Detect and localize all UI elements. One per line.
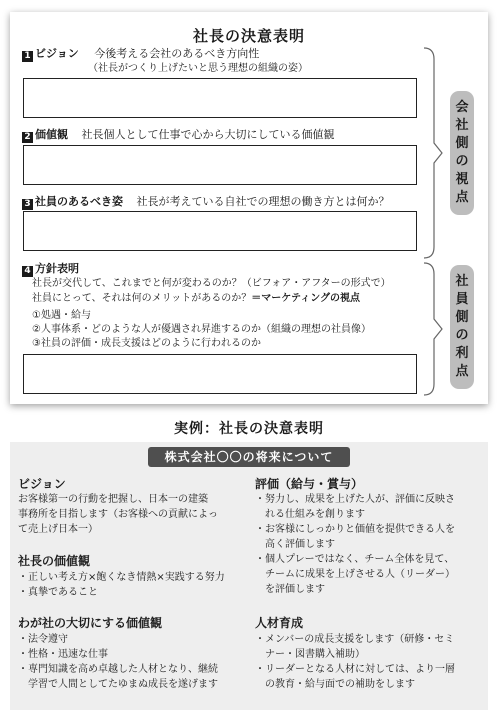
label-char: 社 <box>455 118 469 133</box>
example-heading: ビジョン <box>18 477 66 491</box>
example-heading: 社長の価値観 <box>18 554 91 568</box>
example-text: ・性格・迅速な仕事 <box>18 649 108 660</box>
label-char: 社 <box>455 274 469 289</box>
example-banner: 株式会社〇〇の将来について <box>148 447 350 467</box>
section-number-badge: 1 <box>22 51 33 62</box>
policy-item: ②人事体系・どのような人が優遇され昇進するのか（組織の理想の社員像） <box>32 324 371 335</box>
label-char: 側 <box>455 310 469 325</box>
label-char: 側 <box>455 136 469 151</box>
example-text: を評価します <box>255 584 325 595</box>
section-vision-header <box>22 47 259 62</box>
example-text: お客様第一の行動を把握し、日本一の建築 <box>18 494 208 505</box>
decision-sheet <box>10 12 488 404</box>
section-description: 今後考える会社のあるべき方向性 <box>94 47 260 60</box>
label-char: 点 <box>455 364 469 379</box>
section-policy-header <box>22 262 79 277</box>
section-ideal-employee-header <box>22 195 390 210</box>
employee-bracket <box>422 262 446 396</box>
policy-question-1: 社長が交代して、これまでと何が変わるのか？（ビフォア・アフターの形式で） <box>32 278 391 289</box>
section-subdescription: （社長がつくり上げたいと思う理想の組織の姿） <box>88 63 308 74</box>
marketing-viewpoint: ＝マーケティングの視点 <box>251 293 361 304</box>
section-description: 社長個人として仕事で心から大切にしている価値観 <box>81 128 335 141</box>
section-values-header <box>22 128 335 143</box>
section-label: ビジョン <box>35 47 79 60</box>
example-text: ・真摯であること <box>18 587 98 598</box>
policy-item: ①処遇・給与 <box>32 310 91 321</box>
label-char: 会 <box>455 100 469 115</box>
policy-question-2 <box>32 292 360 306</box>
company-viewpoint-label <box>450 91 474 215</box>
section-label: 方針表明 <box>35 262 79 275</box>
section-number-badge: 3 <box>22 199 33 210</box>
example-text: ナー・図書購入補助） <box>255 649 365 660</box>
section-description: 社長が考えている自社での理想の働き方とは何か？ <box>136 195 390 208</box>
ideal-employee-input-box[interactable] <box>23 211 417 251</box>
example-text: ・リーダーとなる人材に対しては、より一層 <box>255 664 455 675</box>
example-text: の教育・給与面での補助をします <box>255 679 415 690</box>
section-number-badge: 4 <box>22 266 33 277</box>
example-text: ・メンバーの成長支援をします（研修・セミ <box>255 634 455 645</box>
example-heading: わが社の大切にする価値観 <box>18 616 163 630</box>
values-input-box[interactable] <box>23 145 417 185</box>
label-char: の <box>455 328 469 343</box>
example-text: ・努力し、成果を上げた人が、評価に反映さ <box>255 494 455 505</box>
example-text: ・正しい考え方×飽くなき情熱×実践する努力 <box>18 572 225 583</box>
sheet-title: 社長の決意表明 <box>192 27 305 45</box>
label-char: 視 <box>455 172 469 187</box>
label-char: 点 <box>455 190 469 205</box>
label-char: 員 <box>455 292 469 307</box>
example-text: 学習で人間としてたゆまぬ成長を遂げます <box>18 679 218 690</box>
section-label: 社員のあるべき姿 <box>35 195 123 208</box>
company-bracket <box>422 47 446 259</box>
policy-item: ③社員の評価・成長支援はどのように行われるのか <box>32 338 261 349</box>
label-char: 利 <box>455 346 469 361</box>
vision-input-box[interactable] <box>23 78 417 118</box>
example-text: ・専門知識を高め卓越した人材となり、継続 <box>18 664 218 675</box>
policy-question-text: 社員にとって、それは何のメリットがあるのか？ <box>32 293 252 304</box>
section-label: 価値観 <box>35 128 68 141</box>
example-text: 高く評価します <box>255 539 335 550</box>
example-title: 実例：社長の決意表明 <box>174 421 324 437</box>
label-char: の <box>455 154 469 169</box>
example-text: 事務所を目指します（お客様への貢献によっ <box>18 509 218 520</box>
policy-input-box[interactable] <box>23 354 417 394</box>
example-heading: 人材育成 <box>255 616 304 630</box>
example-text: ・個人プレーではなく、チーム全体を見て、 <box>255 554 455 565</box>
section-number-badge: 2 <box>22 132 33 143</box>
example-text: ・お客様にしっかりと価値を提供できる人を <box>255 524 455 535</box>
example-heading: 評価（給与・賞与） <box>255 477 364 491</box>
example-text: て売上げ日本一） <box>18 524 98 535</box>
example-text: ・法令遵守 <box>18 634 68 645</box>
example-text: れる仕組みを創ります <box>255 509 365 520</box>
employee-benefit-label <box>450 265 474 389</box>
example-text: チームに成果を上げさせる人（リーダー） <box>255 569 455 580</box>
